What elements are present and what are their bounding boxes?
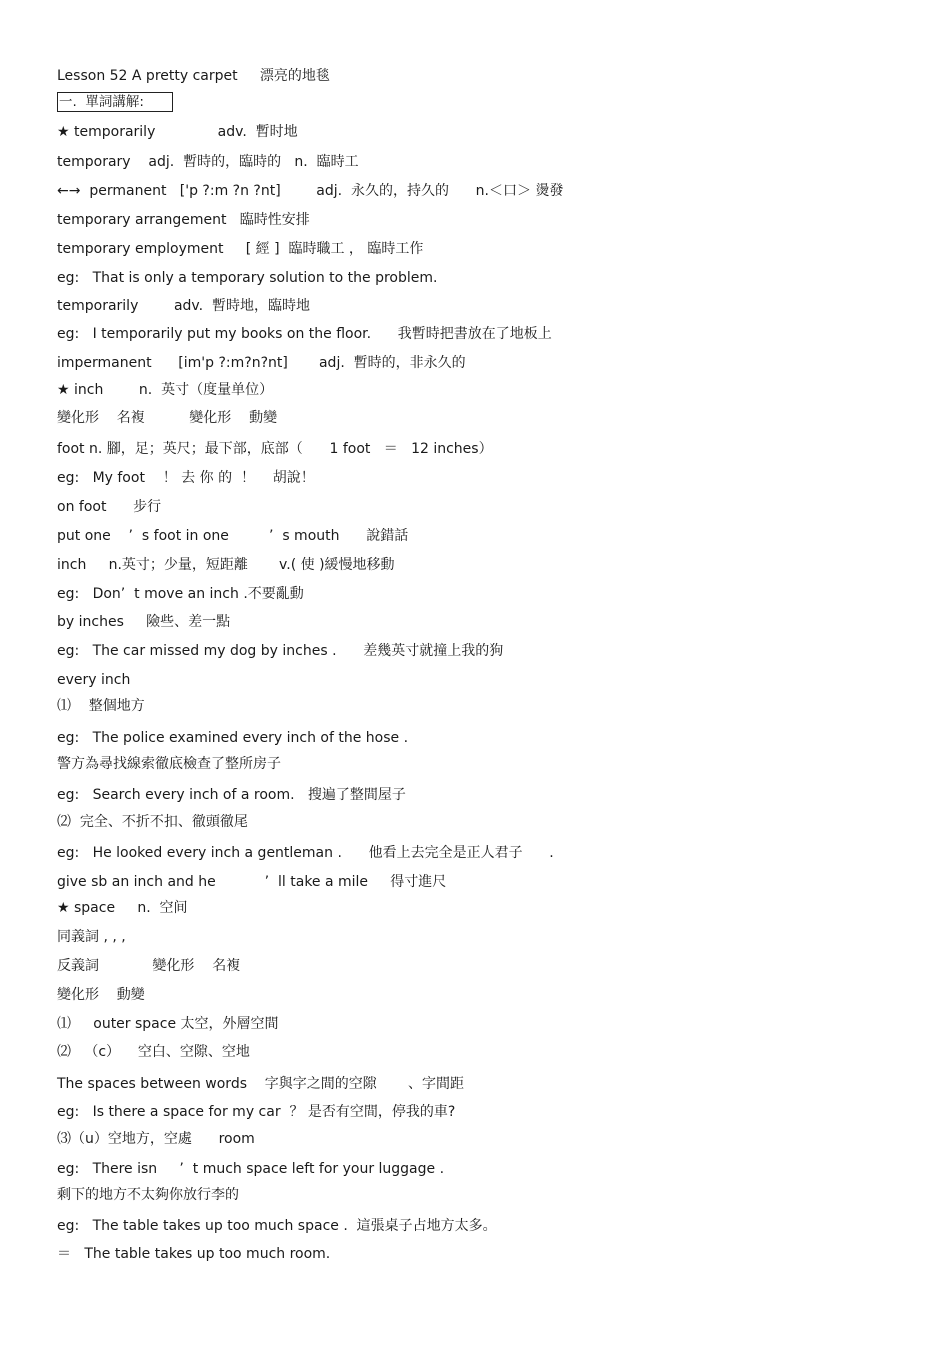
- text-line: eg: Search every inch of a room. 搜遍了整間屋子: [57, 787, 406, 803]
- text-line: The spaces between words 字與字之間的空隙 、字間距: [57, 1076, 464, 1092]
- text-line: ★ inch n. 英寸（度量单位）: [57, 382, 274, 398]
- text-line: eg: Don’ t move an inch .不要亂動: [57, 586, 304, 602]
- text-line: impermanent [im'p ?:m?n?nt] adj. 暫時的，非永久的: [57, 355, 466, 371]
- text-line: ⑴ outer space 太空，外層空間: [57, 1016, 279, 1032]
- text-line: 剩下的地方不太夠你放行李的: [57, 1187, 239, 1203]
- text-line: ⑵ 完全、不折不扣、徹頭徹尾: [57, 814, 248, 830]
- text-line: 變化形 名複 變化形 動變: [57, 410, 278, 426]
- text-line: temporary employment [ 經 ] 臨時職工 ， 臨時工作: [57, 241, 424, 257]
- section-heading-box: 一. 單詞講解:: [57, 92, 173, 112]
- text-line: eg: The table takes up too much space . 這張桌子占地方太多。: [57, 1218, 497, 1234]
- text-line: ⑵ （c） 空白、空隙、空地: [57, 1044, 250, 1060]
- text-line: temporary adj. 暫時的，臨時的 n. 臨時工: [57, 154, 359, 170]
- text-line: temporarily adv. 暫時地，臨時地: [57, 298, 310, 314]
- text-line: foot n. 腳，足；英尺；最下部，底部（ 1 foot ＝ 12 inches）: [57, 441, 493, 457]
- text-line: ＝ The table takes up too much room.: [57, 1246, 331, 1262]
- text-line: eg: My foot ！ 去 你 的 ！ 胡說！: [57, 470, 315, 486]
- lesson-title: Lesson 52 A pretty carpet 漂亮的地毯: [57, 68, 330, 84]
- text-line: put one ’ s foot in one ’ s mouth 說錯話: [57, 528, 409, 544]
- text-line: eg: The police examined every inch of the hose .: [57, 730, 409, 746]
- text-line: inch n.英寸；少量，短距離 v.( 使 )緩慢地移動: [57, 557, 395, 573]
- text-line: ★ temporarily adv. 暫时地: [57, 124, 298, 140]
- text-line: temporary arrangement 臨時性安排: [57, 212, 310, 228]
- text-line: on foot 步行: [57, 499, 162, 515]
- text-line: 反義詞 變化形 名複: [57, 958, 241, 974]
- text-line: eg: He looked every inch a gentleman . 他看上去完全是正人君子 .: [57, 845, 554, 861]
- text-line: 變化形 動變: [57, 987, 145, 1003]
- text-line: eg: The car missed my dog by inches . 差幾英寸就撞上我的狗: [57, 643, 504, 659]
- text-line: ⑶（u）空地方，空處 room: [57, 1131, 255, 1147]
- text-line: give sb an inch and he ’ ll take a mile 得寸進尺: [57, 874, 447, 890]
- text-line: eg: I temporarily put my books on the floor. 我暫時把書放在了地板上: [57, 326, 552, 342]
- text-line: by inches 險些、差一點: [57, 614, 231, 630]
- text-line: ★ space n. 空间: [57, 900, 188, 916]
- text-line: 警方為尋找線索徹底檢查了整所房子: [57, 756, 281, 772]
- text-line: 同義詞 , , ,: [57, 929, 126, 945]
- text-line: eg: That is only a temporary solution to the problem.: [57, 270, 438, 286]
- text-line: every inch: [57, 672, 131, 688]
- text-line: ⑴ 整個地方: [57, 698, 145, 714]
- text-line: eg: There isn ’ t much space left for your luggage .: [57, 1161, 445, 1177]
- text-line: ←→ permanent ['p ?:m ?n ?nt] adj. 永久的，持久的 n.＜口＞ 燙發: [57, 183, 564, 199]
- text-line: eg: Is there a space for my car ？ 是否有空間，停我的車?: [57, 1104, 456, 1120]
